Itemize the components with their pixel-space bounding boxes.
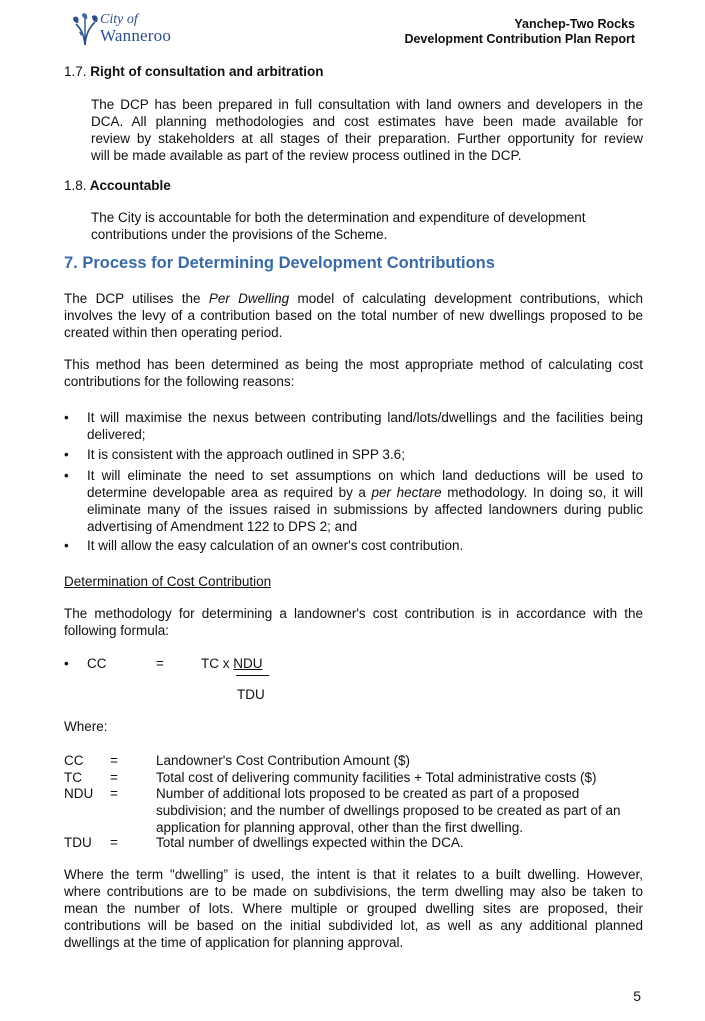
text-span: NDU — [233, 656, 263, 671]
bullet-item — [64, 467, 643, 535]
text-line: It will eliminate the need to set assumptions on which land deductions will be used to — [87, 468, 643, 483]
text-line: delivered; — [87, 427, 146, 442]
bullet-dot-icon: • — [64, 468, 69, 483]
text-span: methodology. In doing so, it will — [441, 485, 643, 500]
logo-name-text: Wanneroo — [100, 26, 172, 45]
definition-text — [156, 834, 643, 851]
text-line: The City is accountable for both the determination and expenditure of development — [91, 210, 586, 225]
text-line: Where the term "dwelling” is used, the intent is that it relates to a built dwelling. However, — [64, 867, 643, 882]
definition-text — [156, 769, 643, 786]
definition-row — [64, 752, 643, 769]
bullet-dot-icon: • — [64, 538, 69, 553]
bullet-dot-icon: • — [64, 656, 69, 671]
text-line: created within then operating period. — [64, 325, 283, 340]
bullet-text — [87, 409, 643, 443]
bullet-item — [64, 537, 643, 554]
text-line: eliminate many of the issues raised in submissions by affected landowners during public — [87, 502, 643, 517]
text-line: mean the number of lots. Where multiple or grouped dwelling sites are proposed, their — [64, 901, 643, 916]
definition-equals: = — [110, 786, 118, 801]
text-line: Landowner's Cost Contribution Amount ($) — [156, 753, 410, 768]
section-7-method-intro — [64, 356, 643, 390]
definition-equals: = — [110, 753, 118, 768]
document-title — [404, 17, 635, 47]
document-title-line1: Yanchep-Two Rocks — [514, 17, 635, 31]
section-1-8-paragraph — [91, 209, 643, 243]
text-line: contributions for the following reasons: — [64, 374, 295, 389]
cost-contribution-subheading: Determination of Cost Contribution — [64, 574, 272, 589]
formula-lhs: CC — [87, 656, 107, 671]
where-label: Where: — [64, 719, 108, 734]
page-number: 5 — [633, 988, 641, 1004]
definition-equals: = — [110, 835, 118, 850]
logo-flower-icon — [70, 12, 100, 46]
text-span: determine developable area as required by a — [87, 485, 372, 500]
text-line — [87, 484, 643, 501]
formula-equals: = — [156, 656, 164, 671]
text-line: advertising of Amendment 122 to DPS 2; and — [87, 519, 358, 534]
text-span: model of calculating development contributions, which — [289, 291, 644, 306]
bullet-text — [87, 446, 643, 463]
text-span: TC x — [201, 656, 234, 671]
text-line: It will allow the easy calculation of an owner's cost contribution. — [87, 538, 464, 553]
definition-text — [156, 752, 643, 769]
definition-row — [64, 785, 643, 836]
closing-paragraph — [64, 866, 643, 951]
text-line: The DCP has been prepared in full consultation with land owners and developers in the — [91, 97, 643, 112]
formula — [64, 655, 364, 703]
text-line: dwellings at the time of application for planning approval. — [64, 935, 404, 950]
formula-numerator — [201, 655, 263, 672]
section-title: Accountable — [89, 178, 171, 193]
definition-row — [64, 769, 643, 786]
fraction-bar — [236, 675, 269, 676]
definition-text — [156, 785, 643, 836]
text-line: Total number of dwellings expected within the DCA. — [156, 835, 464, 850]
text-line: The methodology for determining a landowner's cost contribution is in accordance with the — [64, 606, 643, 621]
text-line: following formula: — [64, 623, 170, 638]
text-line — [64, 290, 643, 307]
text-span: The DCP utilises the — [64, 291, 209, 306]
text-line: will be made available as part of the review process outlined in the DCP. — [91, 148, 522, 163]
section-title: Right of consultation and arbitration — [90, 64, 324, 79]
emphasis-text: Per Dwelling — [208, 291, 290, 306]
bullet-dot-icon: • — [64, 447, 69, 462]
text-line: contributions will be based on the initial subdivided lot, as well as any additional planned — [64, 918, 643, 933]
text-line: involves the levy of a contribution based on the total number of new dwellings proposed to be — [64, 308, 643, 323]
text-line: Total cost of delivering community facilities + Total administrative costs ($) — [156, 770, 597, 785]
text-line: DCA. All planning methodologies and cost estimates have been made available for — [91, 114, 643, 129]
definition-term: CC — [64, 753, 84, 768]
text-line: This method has been determined as being the most appropriate method of calculating cost — [64, 357, 643, 372]
document-title-line2: Development Contribution Plan Report — [404, 32, 635, 46]
emphasis-text: per hectare — [371, 485, 442, 500]
section-1-7-paragraph — [91, 96, 643, 164]
formula-denominator: TDU — [237, 687, 265, 702]
section-7-heading: 7. Process for Determining Development Contributions — [64, 254, 495, 272]
bullet-text — [87, 537, 643, 554]
definition-term: TDU — [64, 835, 92, 850]
section-number: 1.8. — [64, 178, 87, 193]
definition-row — [64, 834, 643, 851]
bullet-dot-icon: • — [64, 410, 69, 425]
section-number: 1.7. — [64, 64, 87, 79]
definition-term: TC — [64, 770, 82, 785]
bullet-text — [87, 467, 643, 535]
bullet-item — [64, 446, 643, 463]
text-line: subdivision; and the number of dwellings proposed to be created as part of an — [156, 803, 621, 818]
text-line: application for planning approval, other than the first dwelling. — [156, 820, 523, 835]
section-1-8-heading — [64, 178, 171, 193]
text-line: contributions under the provisions of the Scheme. — [91, 227, 388, 242]
methodology-paragraph — [64, 605, 643, 639]
text-line: Number of additional lots proposed to be created as part of a proposed — [156, 786, 580, 801]
text-line: where contributions are to be made on subdivisions, the term dwelling may also be taken to — [64, 884, 643, 899]
city-logo — [70, 12, 180, 46]
text-line: It will maximise the nexus between contributing land/lots/dwellings and the facilities being — [87, 410, 643, 425]
text-line: review by stakeholders at all stages of their preparation. Further opportunity for review — [91, 131, 643, 146]
logo-city-text: City of — [100, 12, 138, 27]
section-1-7-heading — [64, 64, 324, 79]
bullet-item — [64, 409, 643, 443]
definition-equals: = — [110, 770, 118, 785]
section-7-intro — [64, 290, 643, 341]
text-line: It is consistent with the approach outlined in SPP 3.6; — [87, 447, 405, 462]
definition-term: NDU — [64, 786, 94, 801]
